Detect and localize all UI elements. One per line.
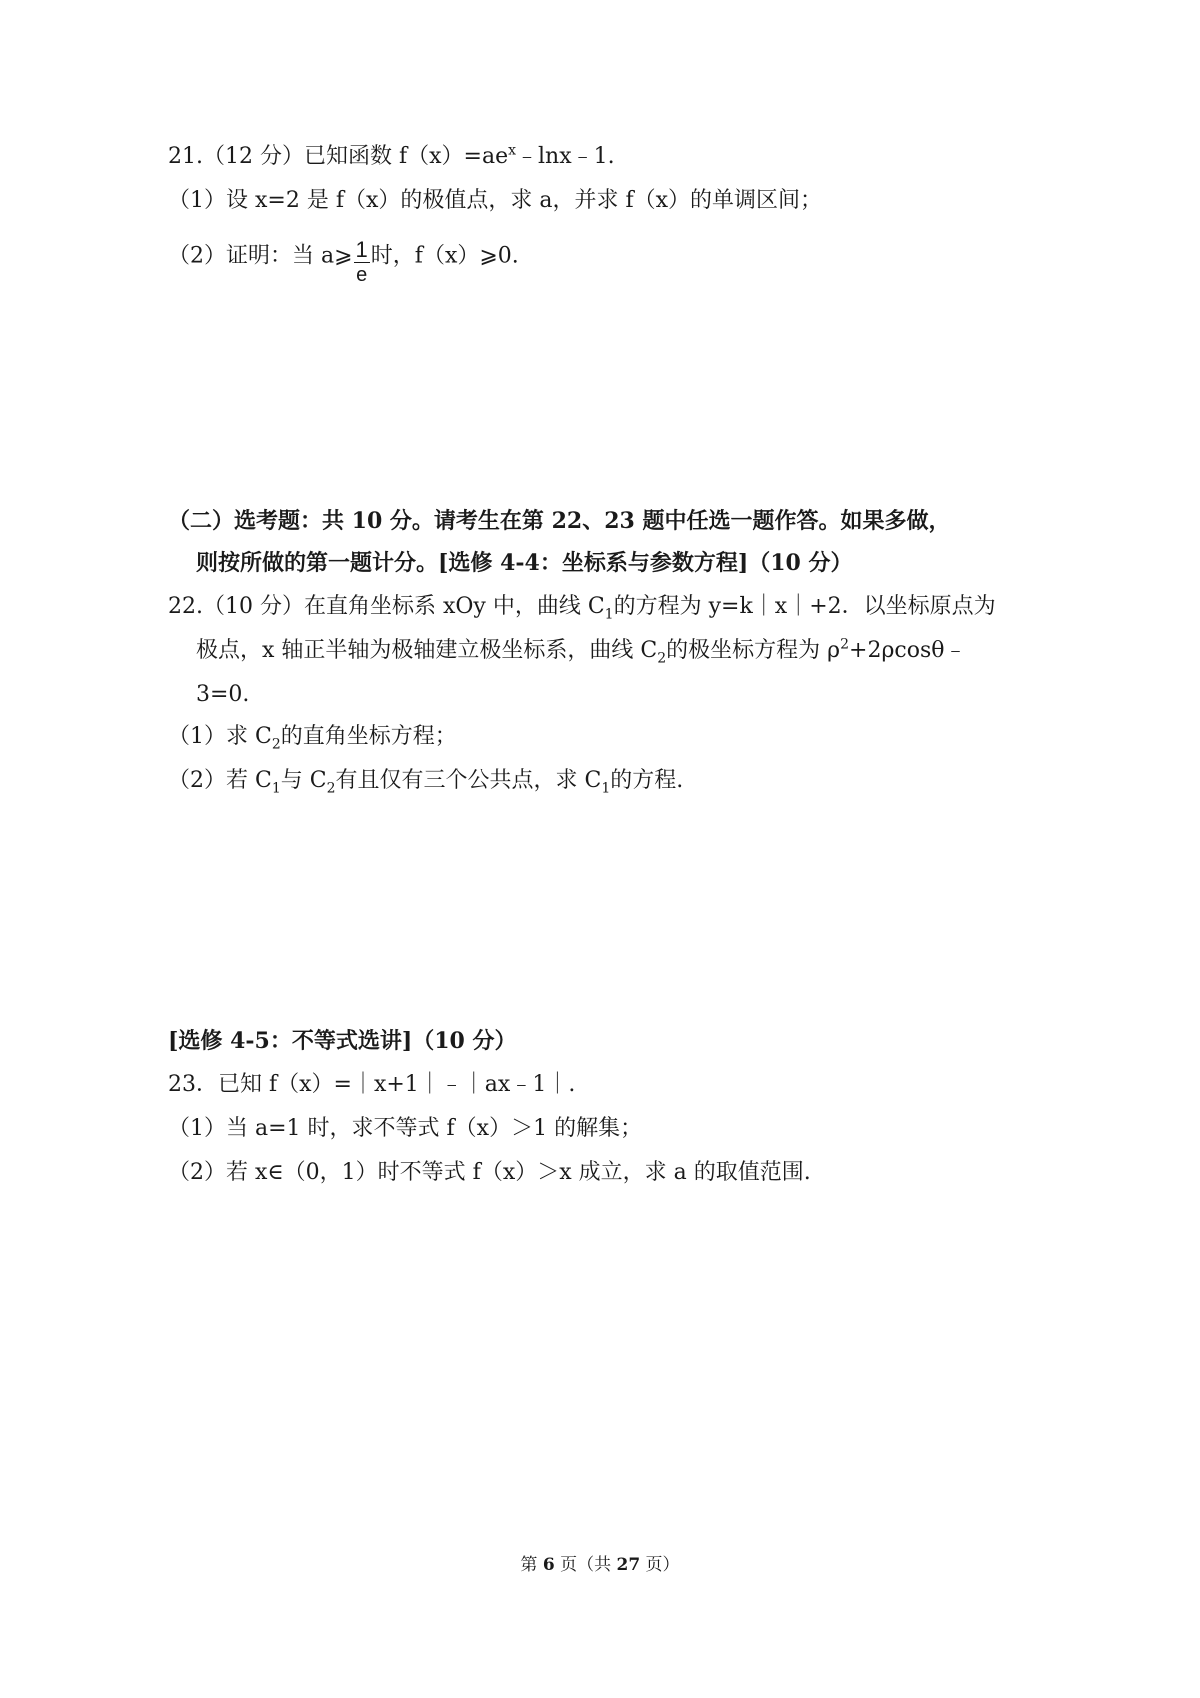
q22-subscript: 2 xyxy=(657,650,667,667)
q21-stem-text: 21.（12 分）已知函数 f（x）=ae xyxy=(168,144,509,169)
q23-stem: 23．已知 f（x）=｜x+1｜﹣｜ax﹣1｜. xyxy=(168,1072,576,1097)
q21-stem xyxy=(168,142,615,172)
q22-part1-text: （1）求 C xyxy=(168,724,272,749)
page-total: 27 xyxy=(616,1555,641,1575)
q22-part2-tail: 的方程. xyxy=(610,768,684,793)
q22-part2 xyxy=(168,766,683,796)
q22-part2-mid: 与 C xyxy=(280,768,327,793)
q22-stem-cont-text: 极点，x 轴正半轴为极轴建立极坐标系，曲线 C xyxy=(196,638,658,663)
q22-stem-end: 3=0. xyxy=(196,682,250,707)
q22-subscript: 1 xyxy=(601,780,611,797)
q23-part1: （1）当 a=1 时，求不等式 f（x）＞1 的解集； xyxy=(168,1116,643,1141)
footer-text: 页（共 xyxy=(554,1555,617,1575)
q21-part2-tail: 时，f（x）⩾0. xyxy=(370,243,519,269)
footer-text: 第 xyxy=(520,1555,543,1575)
q21-part1: （1）设 x=2 是 f（x）的极值点，求 a，并求 f（x）的单调区间； xyxy=(168,188,823,213)
fraction-one-over-e xyxy=(354,238,370,287)
q22-part2-mid2: 有且仅有三个公共点，求 C xyxy=(335,768,602,793)
q22-subscript: 2 xyxy=(271,736,281,753)
q21-part2-text: （2）证明：当 a⩾ xyxy=(168,243,353,269)
q21-part2 xyxy=(168,232,519,286)
fraction-denominator: e xyxy=(356,264,368,286)
section-heading-inequality: [选修 4-5：不等式选讲]（10 分） xyxy=(168,1028,517,1054)
q21-exponent: x xyxy=(508,142,516,159)
q22-subscript: 1 xyxy=(604,606,614,623)
q23-part2: （2）若 x∈（0，1）时不等式 f（x）＞x 成立，求 a 的取值范围. xyxy=(168,1160,811,1185)
page-footer xyxy=(0,1553,1200,1577)
q22-stem-text: 22.（10 分）在直角坐标系 xOy 中，曲线 C xyxy=(168,594,605,619)
q22-part2-text: （2）若 C xyxy=(168,768,272,793)
q22-subscript: 1 xyxy=(271,780,281,797)
q21-stem-tail: ﹣lnx﹣1. xyxy=(516,144,615,169)
q22-stem-cont xyxy=(196,636,966,666)
q22-part1 xyxy=(168,722,457,752)
fraction-numerator: 1 xyxy=(355,237,368,262)
q22-stem-cont-tail: +2ρcosθ﹣ xyxy=(849,638,967,663)
q22-stem-cont-mid: 的极坐标方程为 ρ xyxy=(666,638,841,663)
q22-subscript: 2 xyxy=(326,780,336,797)
q22-superscript: 2 xyxy=(840,636,850,653)
q22-stem xyxy=(168,592,996,622)
footer-text: 页） xyxy=(640,1555,680,1575)
page-number: 6 xyxy=(542,1555,555,1575)
section-heading-optional-cont: 则按所做的第一题计分。[选修 4-4：坐标系与参数方程]（10 分） xyxy=(196,550,853,576)
section-heading-optional: （二）选考题：共 10 分。请考生在第 22、23 题中任选一题作答。如果多做， xyxy=(168,508,951,534)
q22-part1-tail: 的直角坐标方程； xyxy=(280,724,457,749)
q22-stem-tail: 的方程为 y=k｜x｜+2．以坐标原点为 xyxy=(613,594,996,619)
